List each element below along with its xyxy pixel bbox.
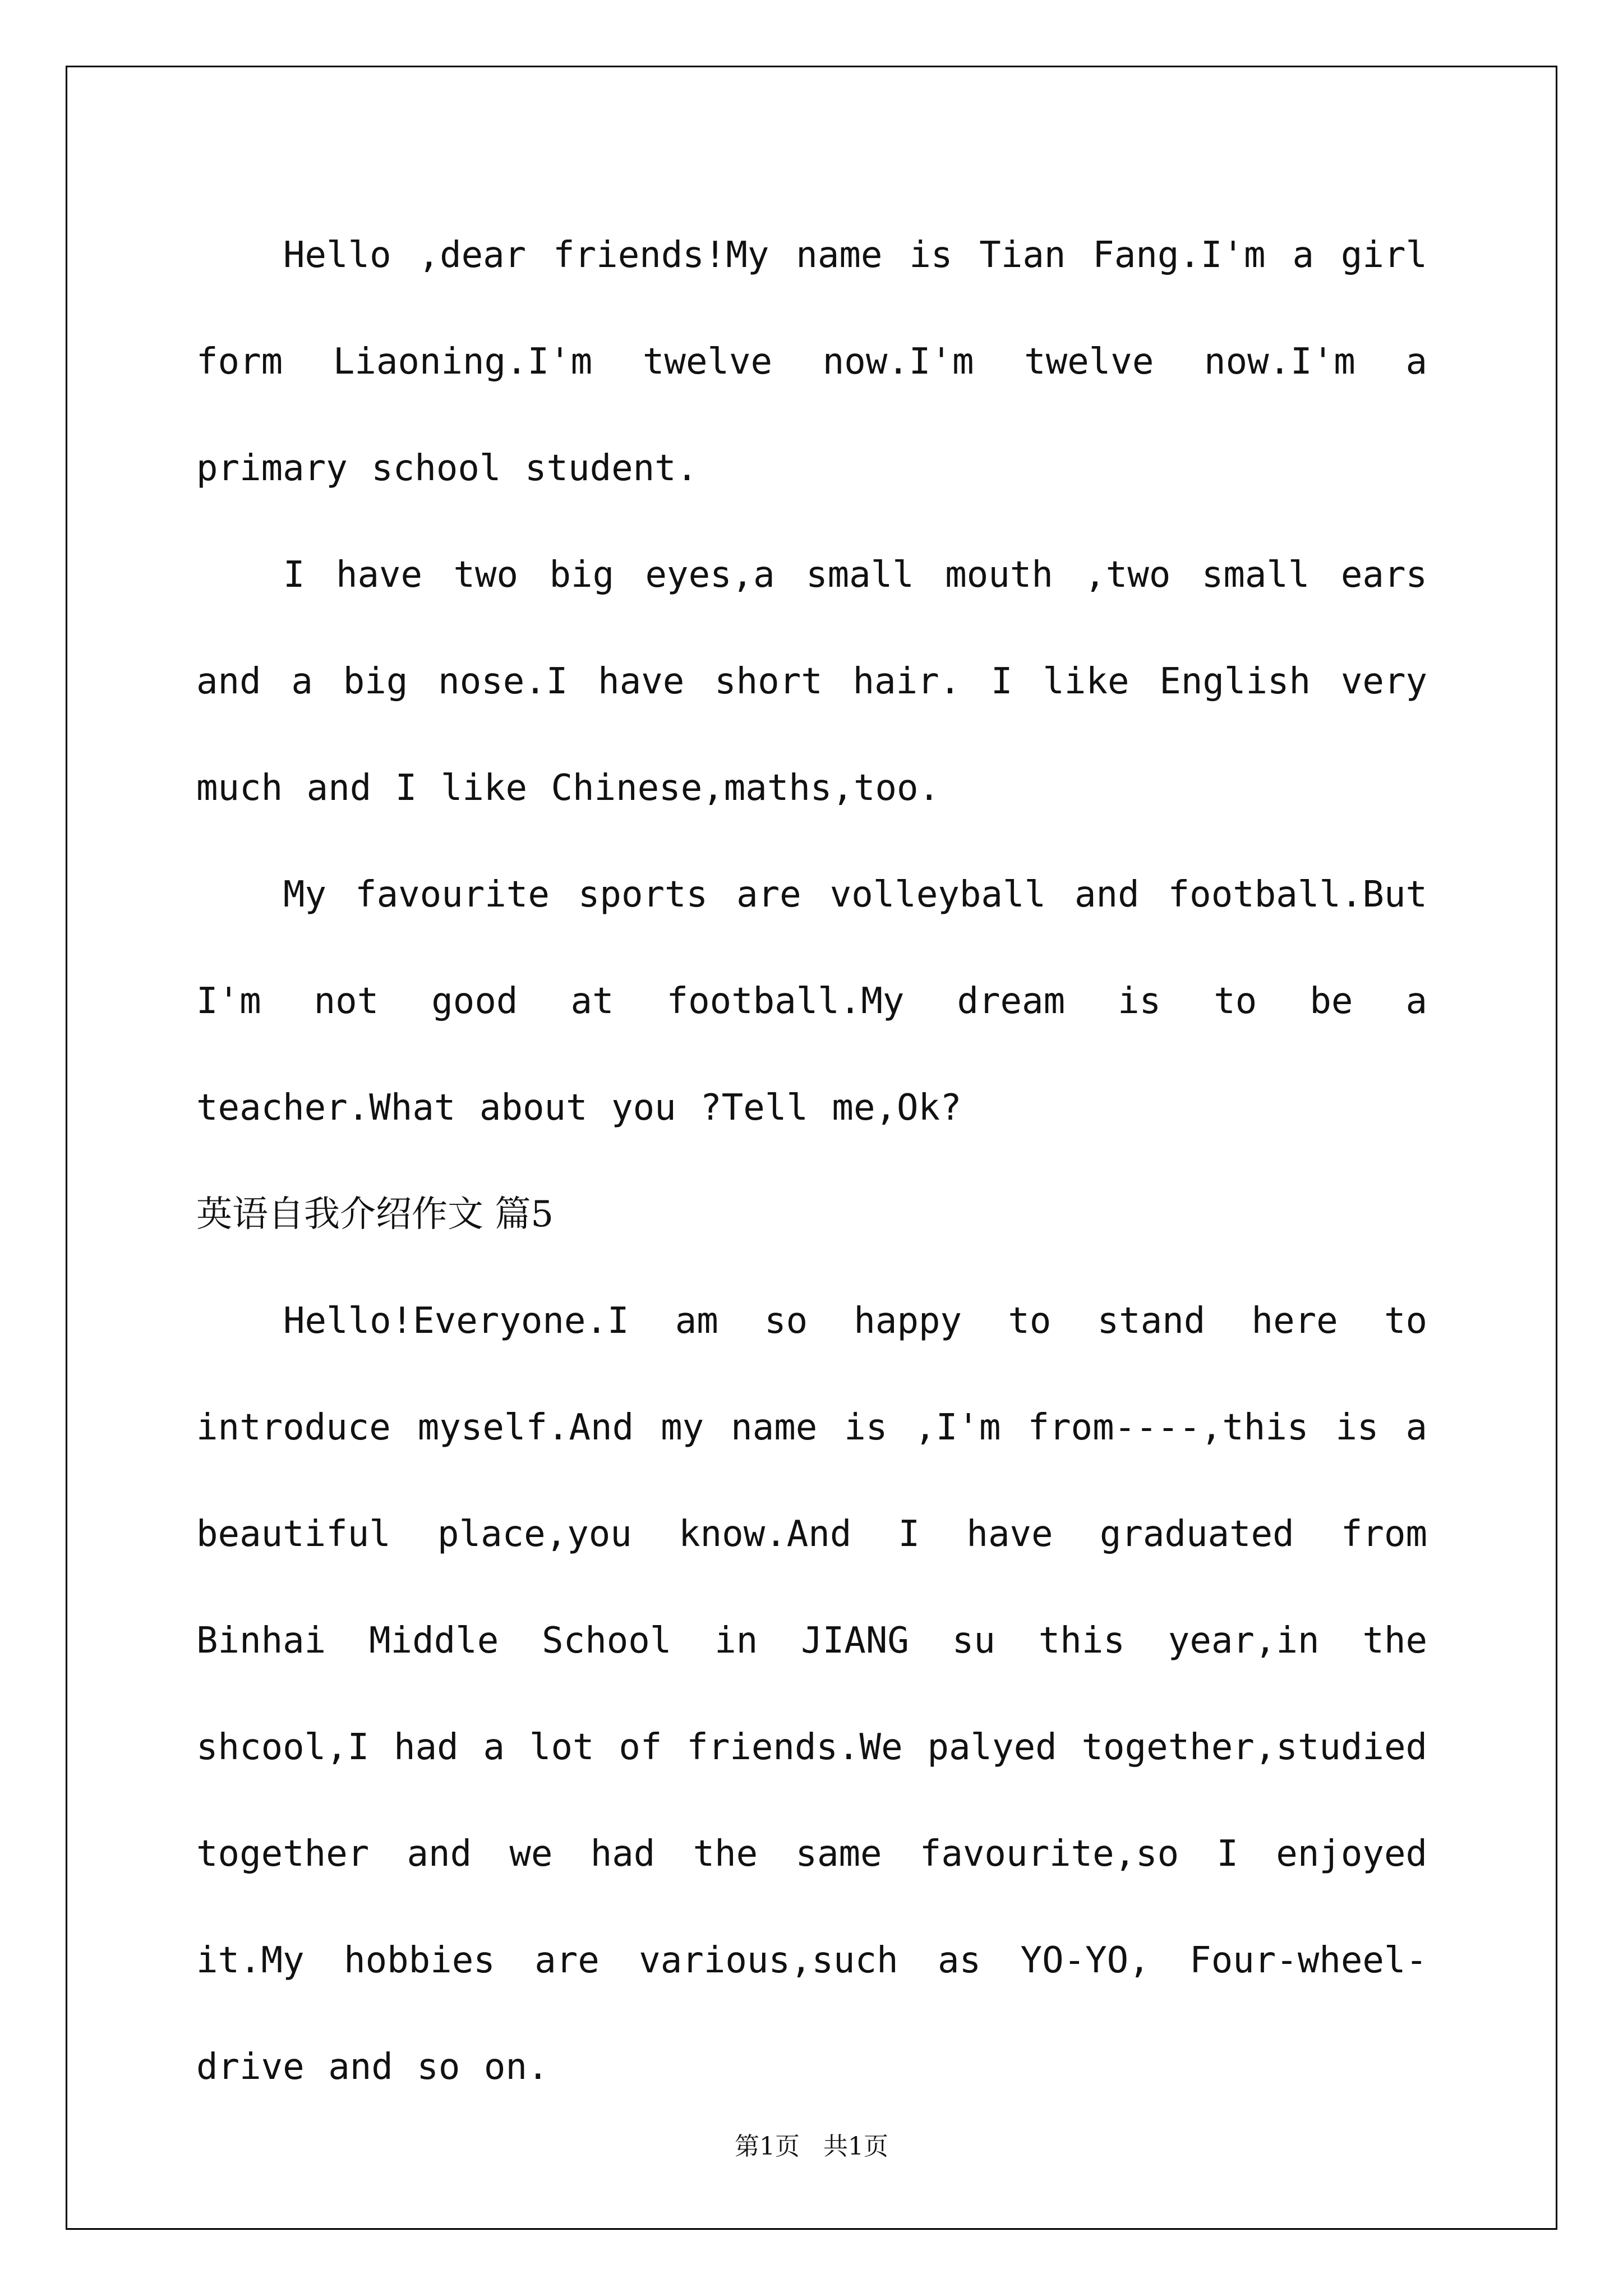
paragraph-self-introduction: Hello!Everyone.I am so happy to stand here to introduce myself.And my name is ,I'm from----,this is a beautiful place,you know.And I have graduated from Binhai Middle School in JIANG su this year,in the shcool,I had a lot of friends.We palyed together,studied together and we had the same favourite,so I enjoyed it.My hobbies are various,such as YO-YO, Four-wheel-drive and so on.: [196, 1300, 1427, 2088]
section-heading: 英语自我介绍作文 篇5: [196, 1194, 554, 1235]
paragraph-appearance: I have two big eyes,a small mouth ,two small ears and a big nose.I have short hair. I like English very much and I like Chinese,maths,too.: [196, 554, 1427, 809]
document-body: [196, 202, 1427, 2120]
paragraph-intro: Hello ,dear friends!My name is Tian Fang.I'm a girl form Liaoning.I'm twelve now.I'm twelve now.I'm a primary school student.: [196, 234, 1427, 489]
paragraph-hobbies: My favourite sports are volleyball and football.But I'm not good at football.My dream is to be a teacher.What about you ?Tell me,Ok?: [196, 874, 1427, 1129]
page-footer: 第1页 共1页: [735, 2132, 888, 2161]
